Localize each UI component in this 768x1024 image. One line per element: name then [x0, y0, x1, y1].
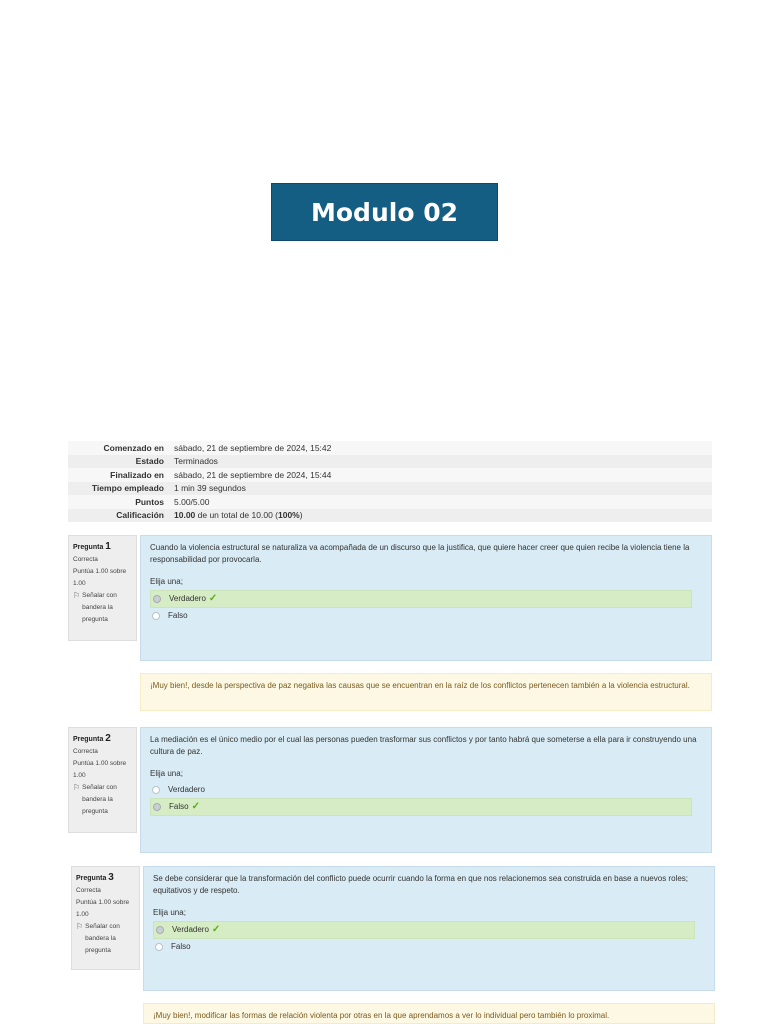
question-content-1	[140, 535, 712, 661]
question-status: Correcta	[73, 748, 98, 755]
question-number: 3	[108, 872, 114, 883]
option-verdadero[interactable]	[150, 590, 692, 608]
option-falso[interactable]	[150, 798, 692, 816]
summary-row	[68, 482, 712, 496]
option-label: Falso	[171, 942, 191, 951]
flag-label: Señalar con bandera la pregunta	[82, 784, 117, 815]
summary-row	[68, 468, 712, 482]
question-status: Correcta	[73, 556, 98, 563]
flag-icon: ⚐	[76, 922, 84, 931]
question-text: Cuando la violencia estructural se naturaliza va acompañada de un discurso que la justifica, que quiere hacer creer que quien recibe la violencia tiene la responsabilidad por provocarla.	[150, 543, 690, 564]
flag-question-button[interactable]	[73, 782, 132, 818]
question-info-3	[71, 866, 140, 970]
question-points: Puntúa 1.00 sobre 1.00	[73, 760, 127, 779]
summary-row	[68, 509, 712, 523]
question-info-1	[68, 535, 137, 641]
summary-label: Estado	[135, 456, 164, 467]
radio-button[interactable]	[153, 595, 161, 603]
question-content-2	[140, 727, 712, 853]
flag-label: Señalar con bandera la pregunta	[85, 923, 120, 954]
summary-row	[68, 495, 712, 509]
flag-icon: ⚐	[73, 591, 81, 600]
option-label: Verdadero	[168, 785, 205, 794]
question-label: Pregunta	[73, 736, 104, 743]
question-content-3	[143, 866, 715, 991]
summary-label: Calificación	[116, 510, 164, 521]
option-label: Verdadero	[169, 594, 206, 603]
summary-value: 5.00/5.00	[174, 496, 210, 507]
summary-value: sábado, 21 de septiembre de 2024, 15:44	[174, 469, 332, 480]
check-icon: ✓	[191, 801, 200, 812]
summary-label: Comenzado en	[103, 442, 164, 453]
check-icon: ✓	[211, 924, 221, 935]
radio-button[interactable]	[152, 786, 160, 794]
question-info-2	[68, 727, 137, 833]
summary-row	[68, 455, 712, 469]
grade-score: 10.00	[174, 510, 196, 521]
summary-value: 1 min 39 segundos	[174, 483, 246, 494]
summary-label: Puntos	[135, 496, 164, 507]
question-text: La mediación es el único medio por el cual las personas pueden trasformar sus conflictos y por tanto habrá que someterse a ella para ir construyendo una cultura de paz.	[150, 735, 697, 756]
answer-prompt: Elija una;	[150, 769, 183, 778]
question-number: 1	[105, 541, 111, 552]
flag-label: Señalar con bandera la pregunta	[82, 592, 117, 623]
question-text: Se debe considerar que la transformación del conflicto puede ocurrir cuando la forma en que nos relacionemos sea construida en base a nuevos roles; equitativos y de respeto.	[153, 874, 688, 895]
flag-icon: ⚐	[73, 783, 81, 792]
summary-value	[168, 509, 712, 523]
summary-value: sábado, 21 de septiembre de 2024, 15:42	[174, 442, 332, 453]
radio-button[interactable]	[156, 926, 164, 934]
option-label: Verdadero	[172, 925, 209, 934]
summary-row	[68, 441, 712, 455]
question-feedback-3: ¡Muy bien!, modificar las formas de relación violenta por otras en la que aprendamos a ver lo individual pero también lo proximal.	[143, 1003, 715, 1024]
radio-button[interactable]	[152, 612, 160, 620]
question-status: Correcta	[76, 887, 101, 894]
question-points: Puntúa 1.00 sobre 1.00	[76, 899, 130, 918]
option-verdadero[interactable]	[153, 921, 695, 939]
flag-question-button[interactable]	[76, 921, 135, 957]
question-points: Puntúa 1.00 sobre 1.00	[73, 568, 127, 587]
grade-percent: 100%	[277, 510, 300, 521]
check-icon: ✓	[208, 593, 218, 604]
attempt-summary-table	[68, 441, 712, 522]
option-label: Falso	[168, 611, 188, 620]
page-title: Modulo 02	[271, 183, 498, 241]
question-label: Pregunta	[73, 544, 104, 551]
radio-button[interactable]	[153, 803, 161, 811]
answer-prompt: Elija una;	[153, 908, 186, 917]
summary-value: Terminados	[174, 456, 218, 467]
option-verdadero[interactable]	[150, 782, 701, 798]
question-label: Pregunta	[76, 875, 107, 882]
option-falso[interactable]	[153, 939, 704, 955]
summary-label: Finalizado en	[110, 469, 164, 480]
option-label: Falso	[169, 802, 189, 811]
grade-end: )	[299, 510, 303, 521]
flag-question-button[interactable]	[73, 590, 132, 626]
grade-middle: de un total de 10.00 (	[195, 510, 278, 521]
summary-label: Tiempo empleado	[91, 483, 164, 494]
option-falso[interactable]	[150, 608, 701, 624]
question-feedback-1: ¡Muy bien!, desde la perspectiva de paz negativa las causas que se encuentran en la raíz de los conflictos pertenecen también a la violencia estructural.	[140, 673, 712, 711]
answer-prompt: Elija una;	[150, 577, 183, 586]
question-number: 2	[105, 733, 111, 744]
radio-button[interactable]	[155, 943, 163, 951]
